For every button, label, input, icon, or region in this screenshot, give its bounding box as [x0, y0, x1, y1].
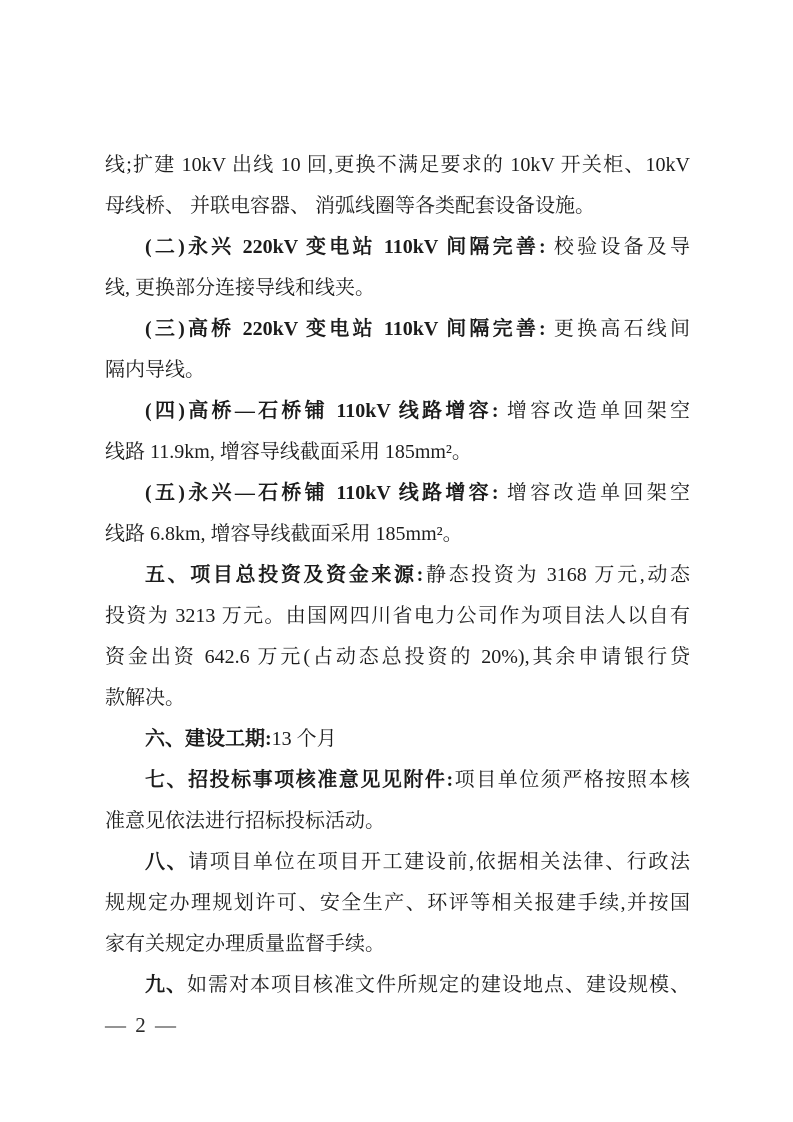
text-line — [105, 555, 690, 596]
text-run: 更换高石线间 — [545, 318, 690, 340]
text-run: 规规定办理规划许可、安全生产、环评等相关报建手续,并按国 — [105, 892, 690, 914]
text-line — [105, 965, 690, 1006]
text-run: 线, 更换部分连接导线和线夹。 — [105, 277, 375, 299]
text-line — [105, 678, 690, 719]
text-line — [105, 514, 690, 555]
text-line — [105, 186, 690, 227]
text-run-bold: 九、 — [145, 974, 187, 996]
text-line — [105, 801, 690, 842]
text-run: 增容改造单回架空 — [498, 400, 690, 422]
text-run-bold: 五、项目总投资及资金来源: — [145, 564, 424, 586]
text-line — [105, 719, 690, 760]
text-run: 如需对本项目核准文件所规定的建设地点、建设规模、 — [187, 974, 690, 996]
text-run: 投资为 3213 万元。由国网四川省电力公司作为项目法人以自有 — [105, 605, 690, 627]
text-line — [105, 842, 690, 883]
text-line — [105, 473, 690, 514]
text-line — [105, 596, 690, 637]
text-run: 家有关规定办理质量监督手续。 — [105, 933, 385, 955]
text-line — [105, 268, 690, 309]
text-run: 准意见依法进行招标投标活动。 — [105, 810, 385, 832]
text-run-bold: 八、 — [145, 851, 189, 873]
text-run-bold: (五)永兴—石桥铺 110kV 线路增容: — [145, 482, 499, 504]
text-line — [105, 883, 690, 924]
text-line — [105, 227, 690, 268]
text-run-bold: 六、建设工期: — [145, 728, 272, 750]
page-number: — 2 — — [105, 1013, 178, 1037]
text-run: 线路 11.9km, 增容导线截面采用 185mm²。 — [105, 441, 472, 463]
text-run: 线路 6.8km, 增容导线截面采用 185mm²。 — [105, 523, 463, 545]
text-line — [105, 637, 690, 678]
text-run: 项目单位须严格按照本核 — [453, 769, 690, 791]
text-run: 校验设备及导 — [545, 236, 690, 258]
text-line — [105, 309, 690, 350]
text-run: 款解决。 — [105, 687, 185, 709]
text-run-bold: (三)高桥 220kV 变电站 110kV 间隔完善: — [145, 318, 546, 340]
text-line — [105, 145, 690, 186]
text-run: 增容改造单回架空 — [498, 482, 690, 504]
text-run-bold: (二)永兴 220kV 变电站 110kV 间隔完善: — [145, 236, 546, 258]
text-run: 静态投资为 3168 万元,动态 — [423, 564, 690, 586]
text-run-bold: 七、招投标事项核准意见见附件: — [145, 769, 454, 791]
text-line — [105, 760, 690, 801]
text-run-bold: (四)高桥—石桥铺 110kV 线路增容: — [145, 400, 499, 422]
text-run: 线;扩建 10kV 出线 10 回,更换不满足要求的 10kV 开关柜、10kV — [105, 154, 690, 176]
text-run: 13 个月 — [271, 728, 337, 750]
text-run: 母线桥、 并联电容器、 消弧线圈等各类配套设备设施。 — [105, 195, 595, 217]
text-line — [105, 432, 690, 473]
text-line — [105, 924, 690, 965]
text-line — [105, 391, 690, 432]
text-line — [105, 350, 690, 391]
text-run: 资金出资 642.6 万元(占动态总投资的 20%),其余申请银行贷 — [105, 646, 690, 668]
text-run: 请项目单位在项目开工建设前,依据相关法律、行政法 — [188, 851, 690, 873]
text-run: 隔内导线。 — [105, 359, 205, 381]
document-body — [105, 145, 690, 1006]
